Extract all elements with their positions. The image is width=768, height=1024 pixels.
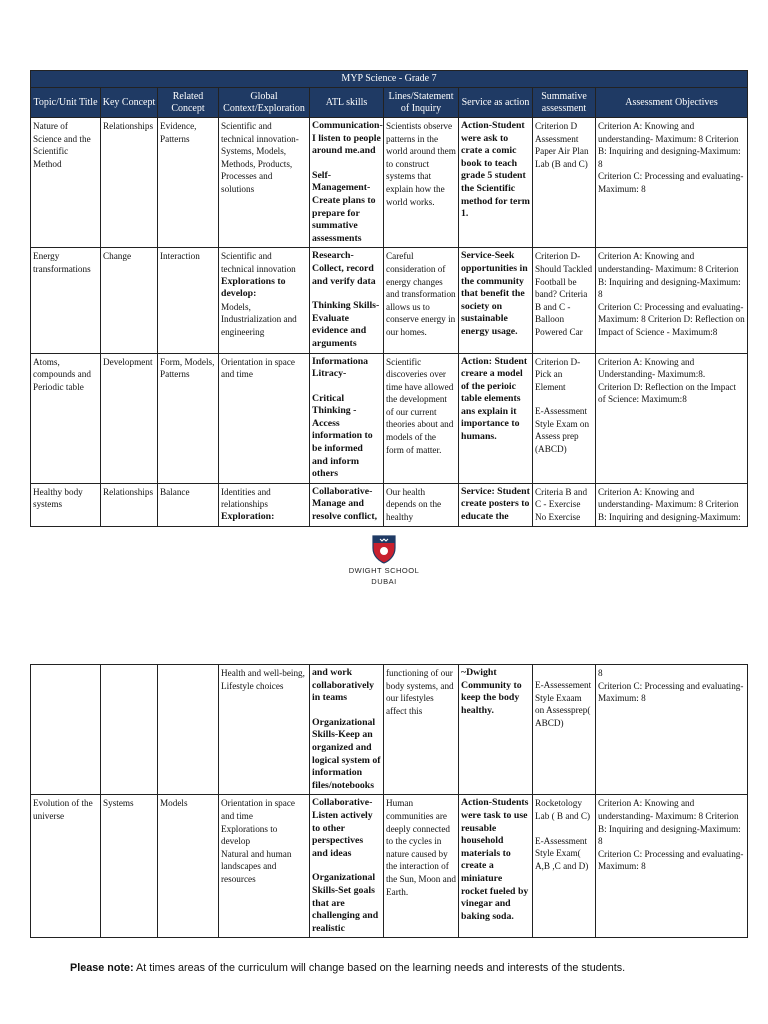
- logo-line1: DWIGHT SCHOOL: [348, 566, 420, 575]
- summative-cell: Criterion D- Should Tackled Football be band? Criteria B and C -Balloon Powered Car: [533, 248, 596, 353]
- topic-cell: Energy transformations: [31, 248, 101, 353]
- objectives-cell: Criterion A: Knowing and understanding- Maximum: 8 Criterion B: Inquiring and designing-Maximum:: [596, 483, 748, 526]
- summative-text: Criterion D- Pick an Element: [535, 356, 581, 392]
- summative-text: E-Assessment Style Exam on Assess prep (ABCD): [535, 406, 590, 455]
- global-context-cell: [219, 248, 310, 353]
- header-related-concept: Related Concept: [158, 88, 219, 118]
- atl-cell: [310, 353, 384, 483]
- note-label: Please note:: [70, 962, 134, 974]
- atl-text: Thinking Skills- Evaluate evidence and arguments: [312, 300, 380, 349]
- objectives-text: 8 Criterion C: Processing and evaluating-Maximum: 8: [598, 668, 744, 704]
- table-row: [31, 483, 748, 526]
- topic-cell: Evolution of the universe: [31, 795, 101, 938]
- related-concept-cell: Form, Models, Patterns: [158, 353, 219, 483]
- logo-line2: DUBAI: [371, 577, 397, 586]
- header-key-concept: Key Concept: [101, 88, 158, 118]
- service-cell: Service: Student create posters to educate the: [459, 483, 533, 526]
- objectives-text: Criterion A: Knowing and understanding- Maximum: 8 Criterion B: Inquiring and designing-Maximum: 8 Criterion C: Processing and evaluating-Maximum: 8: [598, 121, 744, 194]
- related-concept-cell: Models: [158, 795, 219, 938]
- footer-note: [70, 962, 625, 974]
- atl-cell: [310, 248, 384, 353]
- objectives-cell: [596, 795, 748, 938]
- global-context-cell: Orientation in space and time: [219, 353, 310, 483]
- atl-cell: [310, 118, 384, 248]
- objectives-cell: [596, 118, 748, 248]
- global-context-cell: Health and well-being, Lifestyle choices: [219, 665, 310, 795]
- summative-cell: Criterion D Assessment Paper Air Plan Lab (B and C): [533, 118, 596, 248]
- related-concept-cell: Interaction: [158, 248, 219, 353]
- service-cell: Service-Seek opportunities in the community that benefit the society on sustainable energy usage.: [459, 248, 533, 353]
- objectives-text: Criterion A: Knowing and understanding- Maximum: 8 Criterion B: Inquiring and designing-Maximum: 8 Criterion C: Processing and evaluating-Maximum: 8: [598, 798, 744, 872]
- atl-text: Collaborative- Listen actively to other perspectives and ideas: [312, 797, 373, 859]
- school-logo: [334, 534, 434, 586]
- table-title: MYP Science - Grade 7: [31, 71, 748, 88]
- header-objectives: Assessment Objectives: [596, 88, 748, 118]
- inquiry-cell: Scientific discoveries over time have allowed the development of our current theories about and models of the form of matter.: [384, 353, 459, 483]
- objectives-cell: [596, 248, 748, 353]
- related-concept-cell: Balance: [158, 483, 219, 526]
- table-row: [31, 118, 748, 248]
- service-cell: ~Dwight Community to keep the body healthy.: [459, 665, 533, 795]
- table-row: [31, 665, 748, 795]
- global-text: Models, Industrialization and engineering: [221, 301, 297, 337]
- summative-text: E-Assessment Style Exam( A,B ,C and D): [535, 835, 589, 871]
- inquiry-cell: functioning of our body systems, and our lifestyles affect this: [384, 665, 459, 795]
- objectives-text: Criterion A: Knowing and Understanding- Maximum:8. Criterion D: Reflection on the Impact of Science: Maximum:8: [598, 356, 737, 405]
- summative-cell: [533, 353, 596, 483]
- global-bold-text: Explorations to develop:: [221, 275, 286, 300]
- atl-text: Communication- I listen to people around me.and: [312, 120, 383, 157]
- atl-text: Organizational Skills-Set goals that are challenging and realistic: [312, 872, 379, 934]
- related-concept-cell: Evidence, Patterns: [158, 118, 219, 248]
- summative-cell: [533, 795, 596, 938]
- inquiry-cell: Careful consideration of energy changes and transformation allows us to conserve energy in our homes.: [384, 248, 459, 353]
- header-inquiry: Lines/Statement of Inquiry: [384, 88, 459, 118]
- key-concept-cell: [101, 665, 158, 795]
- atl-text: Research- Collect, record and verify data: [312, 250, 376, 287]
- atl-text: Informationa Litracy-: [312, 355, 369, 380]
- global-text: Identities and relationships: [221, 486, 271, 510]
- summative-text: Rocketology Lab ( B and C): [535, 798, 591, 821]
- table-row: [31, 795, 748, 938]
- global-context-cell: [219, 483, 310, 526]
- service-cell: Action: Student creare a model of the perioic table elements ans explain it importance to humans.: [459, 353, 533, 483]
- atl-cell: Collaborative- Manage and resolve conflict,: [310, 483, 384, 526]
- key-concept-cell: Relationships: [101, 483, 158, 526]
- note-text: At times areas of the curriculum will change based on the learning needs and interests of the students.: [133, 962, 626, 974]
- key-concept-cell: Systems: [101, 795, 158, 938]
- atl-cell: [310, 665, 384, 795]
- atl-text: and work collaboratively in teams: [312, 667, 375, 704]
- header-topic: Topic/Unit Title: [31, 88, 101, 118]
- shield-icon: [371, 534, 397, 564]
- global-text: Orientation in space and time Explorations to develop Natural and human landscapes and resources: [221, 798, 295, 884]
- table-row: [31, 248, 748, 353]
- atl-text: Self-Management- Create plans to prepare for summative assessments: [312, 169, 376, 244]
- header-atl-skills: ATL skills: [310, 88, 384, 118]
- service-cell: Action-Students were task to use reusable household materials to create a miniature rocket fueled by vinegar and baking soda.: [459, 795, 533, 938]
- global-text: Scientific and technical innovation: [221, 251, 296, 274]
- curriculum-table-page2: [30, 664, 748, 938]
- global-bold-text: Exploration:: [221, 511, 275, 523]
- global-context-cell: Scientific and technical innovation-Systems, Models, Methods, Products, Processes and solutions: [219, 118, 310, 248]
- atl-text: Critical Thinking - Access information to be informed and inform others: [312, 392, 373, 480]
- summative-cell: Criteria B and C - Exercise No Exercise: [533, 483, 596, 526]
- header-service: Service as action: [459, 88, 533, 118]
- topic-cell: [31, 665, 101, 795]
- topic-cell: Healthy body systems: [31, 483, 101, 526]
- inquiry-cell: Our health depends on the healthy: [384, 483, 459, 526]
- objectives-cell: [596, 665, 748, 795]
- key-concept-cell: Change: [101, 248, 158, 353]
- inquiry-cell: Scientists observe patterns in the world around them to construct systems that explain how the world works.: [384, 118, 459, 248]
- objectives-cell: [596, 353, 748, 483]
- key-concept-cell: Development: [101, 353, 158, 483]
- inquiry-cell: Human communities are deeply connected to the cycles in nature caused by the interaction of the Sun, Moon and Earth.: [384, 795, 459, 938]
- objectives-text: Criterion A: Knowing and understanding- Maximum: 8 Criterion B: Inquiring and designing-Maximum: 8 Criterion C: Processing and evaluating-Maximum: 8 Criterion D: Reflection on Impact of Science - Maximum:8: [598, 251, 745, 337]
- atl-cell: [310, 795, 384, 938]
- table-row: [31, 353, 748, 483]
- related-concept-cell: [158, 665, 219, 795]
- service-cell: Action-Student were ask to crate a comic book to teach grade 5 student the Scientific method for term 1.: [459, 118, 533, 248]
- header-global-context: Global Context/Exploration: [219, 88, 310, 118]
- key-concept-cell: Relationships: [101, 118, 158, 248]
- summative-cell: E-Assessement Style Exaam on Assessprep( ABCD): [533, 665, 596, 795]
- global-context-cell: [219, 795, 310, 938]
- curriculum-table-page1: [30, 70, 748, 527]
- header-summative: Summative assessment: [533, 88, 596, 118]
- topic-cell: Atoms, compounds and Periodic table: [31, 353, 101, 483]
- topic-cell: Nature of Science and the Scientific Method: [31, 118, 101, 248]
- atl-text: Organizational Skills-Keep an organized and logical system of information files/notebooks: [312, 716, 381, 791]
